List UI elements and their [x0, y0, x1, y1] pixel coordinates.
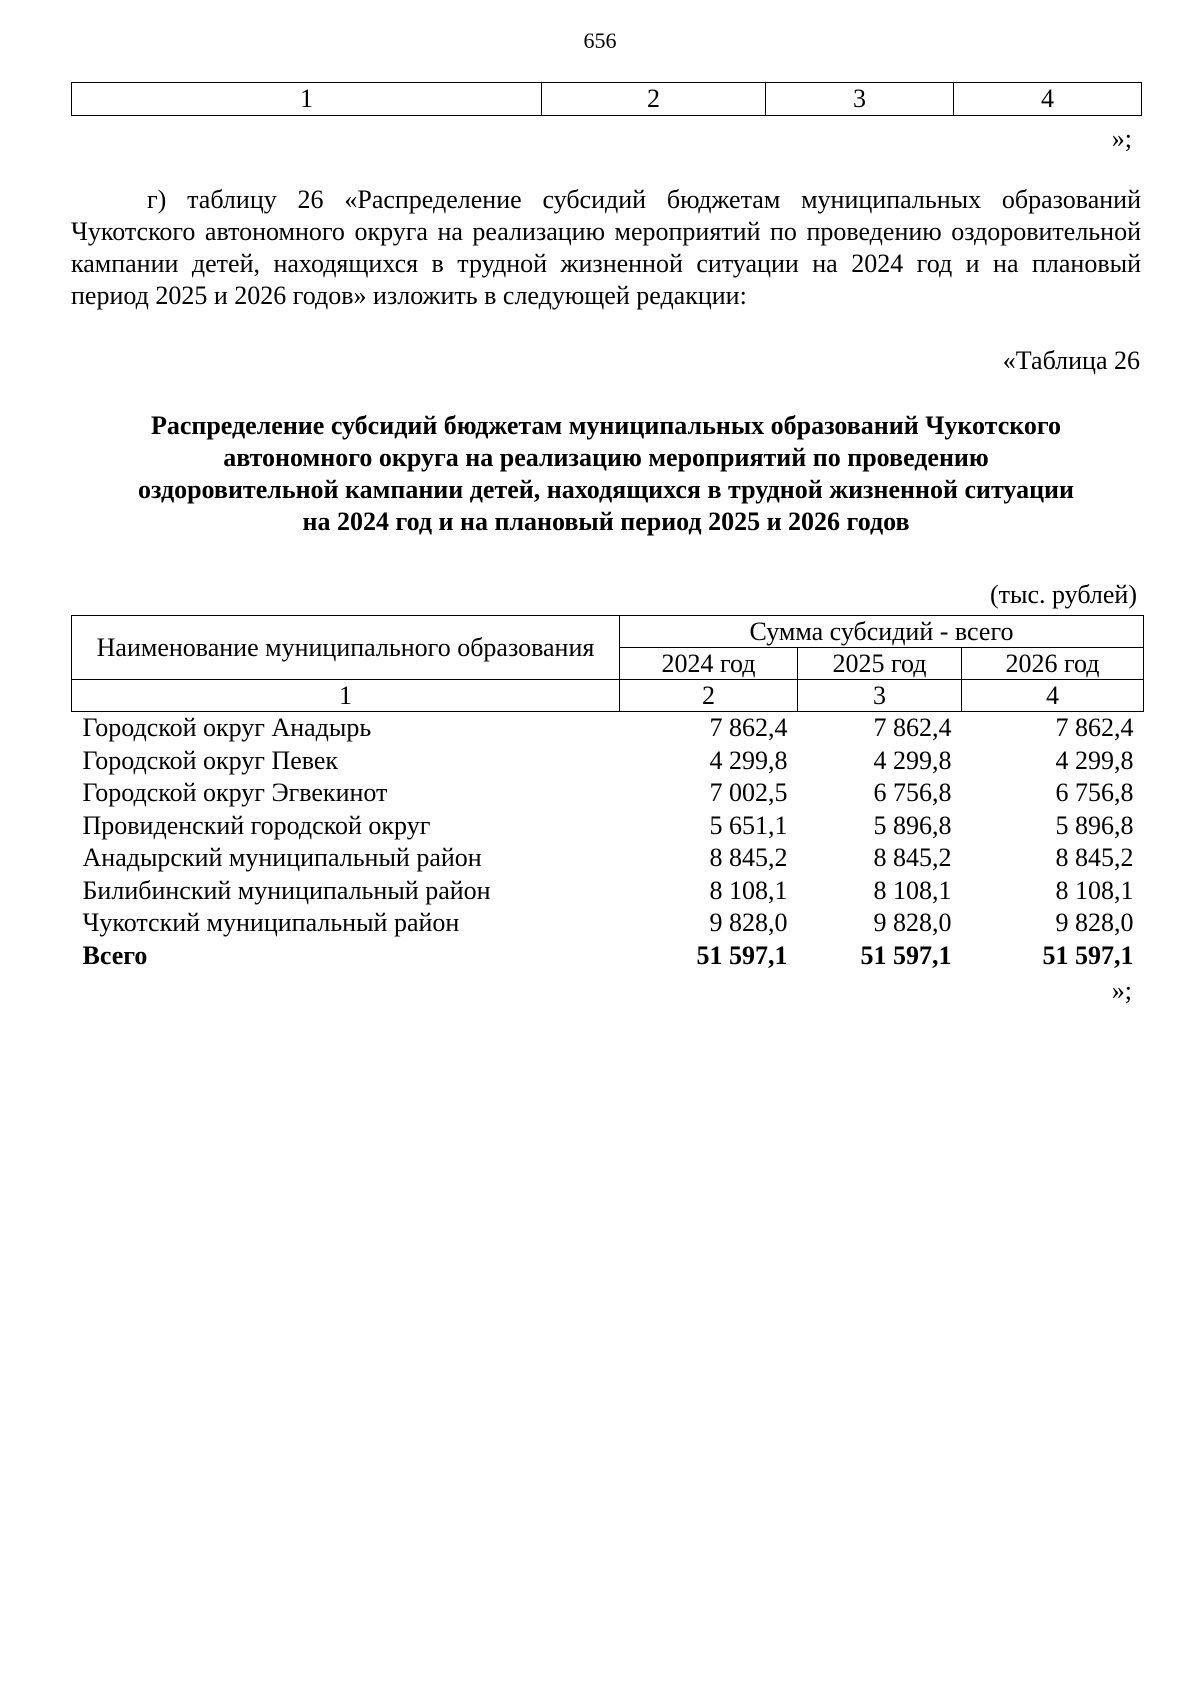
value-cell: 7 862,4: [709, 713, 788, 742]
table-row: [72, 712, 1144, 745]
heading-line: Распределение субсидий бюджетам муниципальных образований Чукотского: [150, 411, 1062, 440]
table-row: [72, 83, 1142, 116]
value-cell: 6 756,8: [873, 778, 952, 807]
total-value: 51 597,1: [1042, 940, 1134, 970]
column-number-cell: 4: [954, 83, 1142, 116]
table-row: [72, 745, 1144, 778]
table-row: [72, 907, 1144, 940]
total-label: Всего: [82, 940, 148, 970]
table-row: [72, 777, 1144, 810]
value-cell: 4 299,8: [1055, 745, 1134, 775]
closing-mark: »;: [1111, 124, 1132, 153]
total-row: [72, 940, 1144, 973]
value-cell: 9 828,0: [1055, 908, 1134, 937]
name-column-header: Наименование муниципального образования: [72, 616, 620, 680]
value-cell: 8 845,2: [709, 843, 788, 872]
unit-label: (тыс. рублей): [989, 580, 1137, 609]
value-cell: 5 896,8: [873, 810, 952, 840]
table-row: [72, 842, 1144, 875]
year-header: 2026 год: [962, 648, 1144, 680]
value-cell: 6 756,8: [1055, 778, 1134, 807]
heading-line: на 2024 год и на плановый период 2025 и 2026 годов: [302, 507, 910, 536]
municipality-name: Анадырский муниципальный район: [82, 843, 482, 872]
column-number-cell: 2: [542, 83, 766, 116]
value-cell: 9 828,0: [709, 908, 788, 937]
column-number-cell: 1: [72, 83, 542, 116]
value-cell: 4 299,8: [709, 745, 788, 775]
year-header: 2025 год: [798, 648, 962, 680]
table-row: [72, 810, 1144, 843]
header-row: [72, 616, 1144, 648]
value-cell: 8 108,1: [1055, 875, 1134, 905]
municipality-name: Городской округ Певек: [82, 745, 339, 775]
municipality-name: Билибинский муниципальный район: [82, 875, 491, 905]
sum-group-header: Сумма субсидий - всего: [620, 616, 1144, 648]
column-number-row: [72, 680, 1144, 712]
value-cell: 8 108,1: [873, 875, 952, 905]
amendment-paragraph: г) таблицу 26 «Распределение субсидий бюджетам муниципальных образований Чукотского автономного округа на реализацию мероприятий по проведению оздоровительной кампании детей, находящихся в трудной жизненной ситуации на 2024 год и на плановый период 2025 и 2026 годов» изложить в следующей редакции:: [71, 185, 1141, 310]
column-number-cell: 4: [962, 680, 1144, 712]
table-caption: «Таблица 26: [1002, 346, 1140, 375]
closing-mark: »;: [1111, 976, 1132, 1005]
value-cell: 8 108,1: [709, 875, 788, 905]
column-number-cell: 1: [72, 680, 620, 712]
value-cell: 8 845,2: [873, 843, 952, 872]
value-cell: 9 828,0: [873, 908, 952, 937]
value-cell: 7 002,5: [709, 778, 788, 807]
previous-table-fragment: [71, 82, 1142, 116]
value-cell: 7 862,4: [1055, 713, 1134, 742]
column-number-cell: 3: [798, 680, 962, 712]
column-number-cell: 2: [620, 680, 798, 712]
municipality-name: Городской округ Эгвекинот: [82, 778, 388, 807]
heading-line: автономного округа на реализацию мероприятий по проведению: [223, 443, 989, 472]
year-header: 2024 год: [620, 648, 798, 680]
column-number-cell: 3: [766, 83, 954, 116]
municipality-name: Чукотский муниципальный район: [82, 908, 460, 937]
page-number: 656: [583, 28, 617, 53]
value-cell: 4 299,8: [873, 745, 952, 775]
total-value: 51 597,1: [696, 940, 788, 970]
municipality-name: Городской округ Анадырь: [82, 713, 372, 742]
value-cell: 5 651,1: [709, 810, 788, 840]
value-cell: 5 896,8: [1055, 810, 1134, 840]
value-cell: 7 862,4: [873, 713, 952, 742]
value-cell: 8 845,2: [1055, 843, 1134, 872]
total-value: 51 597,1: [860, 940, 952, 970]
heading-line: оздоровительной кампании детей, находящихся в трудной жизненной ситуации: [137, 475, 1075, 504]
subsidy-table: [71, 615, 1144, 972]
municipality-name: Провиденский городской округ: [82, 810, 431, 840]
table-row: [72, 875, 1144, 908]
table-heading: [71, 410, 1141, 538]
